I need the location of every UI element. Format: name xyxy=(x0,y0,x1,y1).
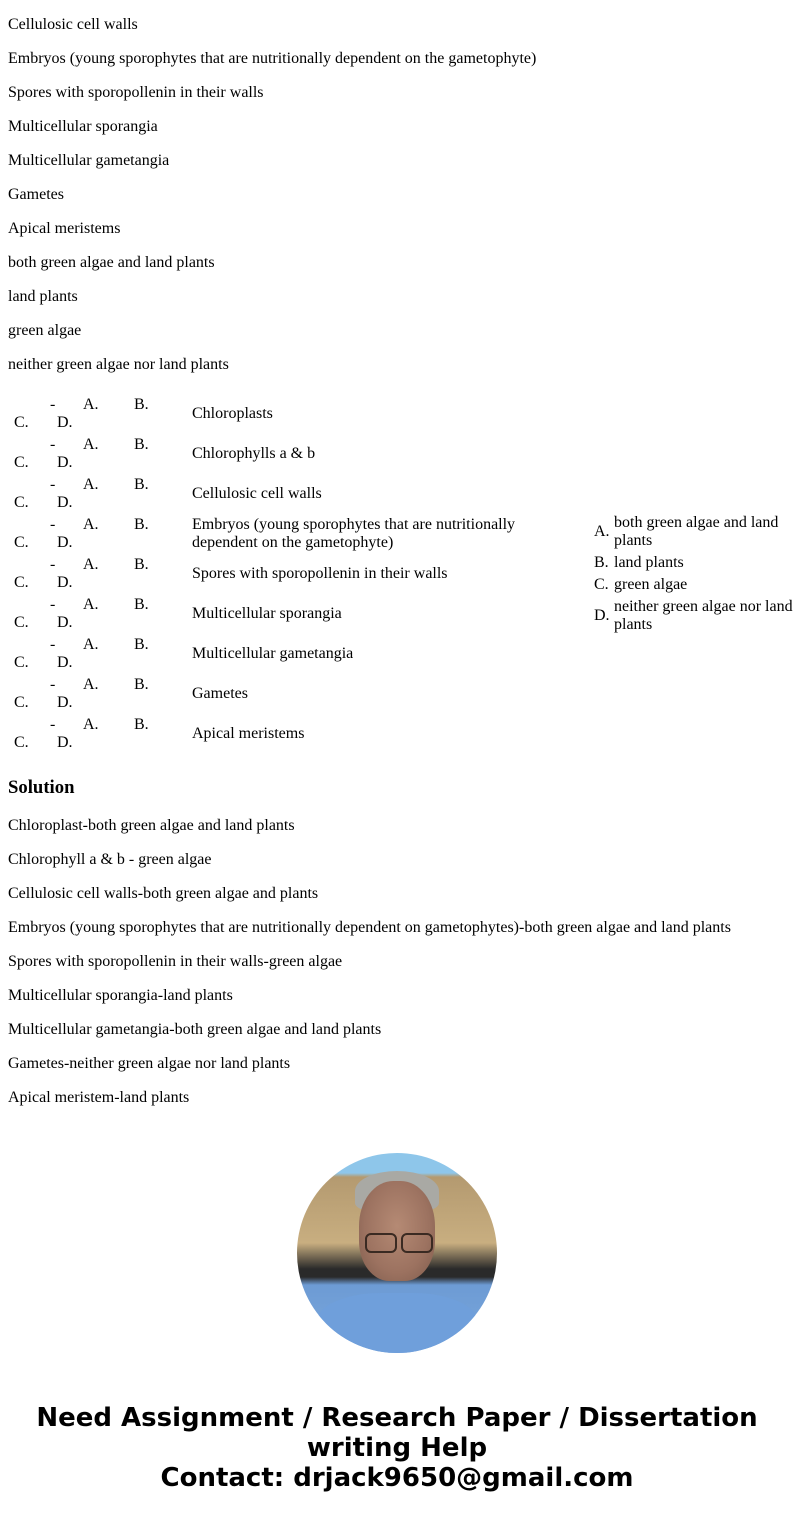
intro-line: Multicellular gametangia xyxy=(8,152,170,169)
option-a[interactable]: A. xyxy=(83,436,99,453)
solution-line: Cellulosic cell walls-both green algae and plants xyxy=(8,885,319,902)
intro-line: Apical meristems xyxy=(8,220,121,237)
legend-letter: A. xyxy=(594,523,610,540)
option-a[interactable]: A. xyxy=(83,716,99,733)
match-row xyxy=(0,516,590,556)
option-c[interactable]: C. xyxy=(14,614,29,631)
intro-line: Embryos (young sporophytes that are nutritionally dependent on the gametophyte) xyxy=(8,50,537,67)
option-d[interactable]: D. xyxy=(57,494,73,511)
option-c[interactable]: C. xyxy=(14,574,29,591)
option-c[interactable]: C. xyxy=(14,654,29,671)
match-label: Embryos (young sporophytes that are nutritionally dependent on the gametophyte) xyxy=(192,516,516,551)
match-label: Multicellular sporangia xyxy=(192,605,342,622)
option-d[interactable]: D. xyxy=(57,694,73,711)
option-c[interactable]: C. xyxy=(14,694,29,711)
intro-line: neither green algae nor land plants xyxy=(8,356,229,373)
match-row xyxy=(0,396,590,436)
option-b[interactable]: B. xyxy=(134,716,149,733)
promo-contact: Contact: drjack9650@gmail.com xyxy=(160,1463,634,1493)
legend-letter: C. xyxy=(594,576,609,593)
option-b[interactable]: B. xyxy=(134,436,149,453)
legend-text: both green algae and land plants xyxy=(614,514,779,549)
intro-line: Spores with sporopollenin in their walls xyxy=(8,84,264,101)
option-b[interactable]: B. xyxy=(134,676,149,693)
option-a[interactable]: A. xyxy=(83,516,99,533)
author-avatar xyxy=(297,1153,497,1353)
match-label: Gametes xyxy=(192,685,248,702)
solution-heading: Solution xyxy=(8,777,75,798)
match-row xyxy=(0,636,590,676)
solution-line: Multicellular gametangia-both green algae and land plants xyxy=(8,1021,382,1038)
solution-line: Gametes-neither green algae nor land plants xyxy=(8,1055,291,1072)
option-a[interactable]: A. xyxy=(83,676,99,693)
legend-text: land plants xyxy=(614,554,684,571)
solution-line: Embryos (young sporophytes that are nutritionally dependent on gametophytes)-both green algae and land plants xyxy=(8,919,731,936)
option-b[interactable]: B. xyxy=(134,556,149,573)
match-label: Chloroplasts xyxy=(192,405,273,422)
legend-text: green algae xyxy=(614,576,688,593)
option-a[interactable]: A. xyxy=(83,636,99,653)
option-b[interactable]: B. xyxy=(134,596,149,613)
solution-line: Multicellular sporangia-land plants xyxy=(8,987,233,1004)
match-row xyxy=(0,596,590,636)
match-row xyxy=(0,476,590,516)
solution-line: Chlorophyll a & b - green algae xyxy=(8,851,212,868)
intro-line: Cellulosic cell walls xyxy=(8,16,138,33)
legend-letter: B. xyxy=(594,554,609,571)
option-b[interactable]: B. xyxy=(134,396,149,413)
option-c[interactable]: C. xyxy=(14,494,29,511)
promo-line: Need Assignment / Research Paper / Dissertation xyxy=(36,1403,758,1433)
option-c[interactable]: C. xyxy=(14,454,29,471)
answer-select[interactable]: - xyxy=(50,596,56,613)
match-label: Chlorophylls a & b xyxy=(192,445,316,462)
option-d[interactable]: D. xyxy=(57,454,73,471)
legend-letter: D. xyxy=(594,607,610,624)
intro-line: green algae xyxy=(8,322,82,339)
option-d[interactable]: D. xyxy=(57,414,73,431)
option-d[interactable]: D. xyxy=(57,534,73,551)
option-c[interactable]: C. xyxy=(14,534,29,551)
option-d[interactable]: D. xyxy=(57,614,73,631)
match-row xyxy=(0,436,590,476)
solution-line: Spores with sporopollenin in their walls-green algae xyxy=(8,953,343,970)
avatar-glasses xyxy=(365,1233,397,1253)
match-label: Multicellular gametangia xyxy=(192,645,354,662)
option-c[interactable]: C. xyxy=(14,734,29,751)
solution-line: Apical meristem-land plants xyxy=(8,1089,190,1106)
intro-line: Gametes xyxy=(8,186,64,203)
option-b[interactable]: B. xyxy=(134,476,149,493)
match-label: Apical meristems xyxy=(192,725,305,742)
legend-text: neither green algae nor land plants xyxy=(614,598,793,633)
option-b[interactable]: B. xyxy=(134,516,149,533)
option-d[interactable]: D. xyxy=(57,734,73,751)
option-d[interactable]: D. xyxy=(57,574,73,591)
option-b[interactable]: B. xyxy=(134,636,149,653)
answer-select[interactable]: - xyxy=(50,556,56,573)
avatar-glasses xyxy=(401,1233,433,1253)
avatar-face xyxy=(359,1181,435,1281)
answer-select[interactable]: - xyxy=(50,476,56,493)
option-a[interactable]: A. xyxy=(83,396,99,413)
option-a[interactable]: A. xyxy=(83,596,99,613)
promo-banner xyxy=(0,1403,794,1493)
answer-select[interactable]: - xyxy=(50,516,56,533)
option-a[interactable]: A. xyxy=(83,476,99,493)
avatar-shirt xyxy=(317,1293,477,1353)
match-row xyxy=(0,556,590,596)
answer-select[interactable]: - xyxy=(50,676,56,693)
solution-line: Chloroplast-both green algae and land plants xyxy=(8,817,295,834)
match-row xyxy=(0,716,590,756)
option-c[interactable]: C. xyxy=(14,414,29,431)
match-label: Spores with sporopollenin in their walls xyxy=(192,565,448,582)
intro-line: Multicellular sporangia xyxy=(8,118,158,135)
promo-line: writing Help xyxy=(306,1433,488,1463)
intro-line: both green algae and land plants xyxy=(8,254,215,271)
answer-select[interactable]: - xyxy=(50,396,56,413)
match-row xyxy=(0,676,590,716)
match-label: Cellulosic cell walls xyxy=(192,485,322,502)
intro-line: land plants xyxy=(8,288,78,305)
answer-select[interactable]: - xyxy=(50,716,56,733)
answer-select[interactable]: - xyxy=(50,636,56,653)
option-a[interactable]: A. xyxy=(83,556,99,573)
answer-select[interactable]: - xyxy=(50,436,56,453)
option-d[interactable]: D. xyxy=(57,654,73,671)
